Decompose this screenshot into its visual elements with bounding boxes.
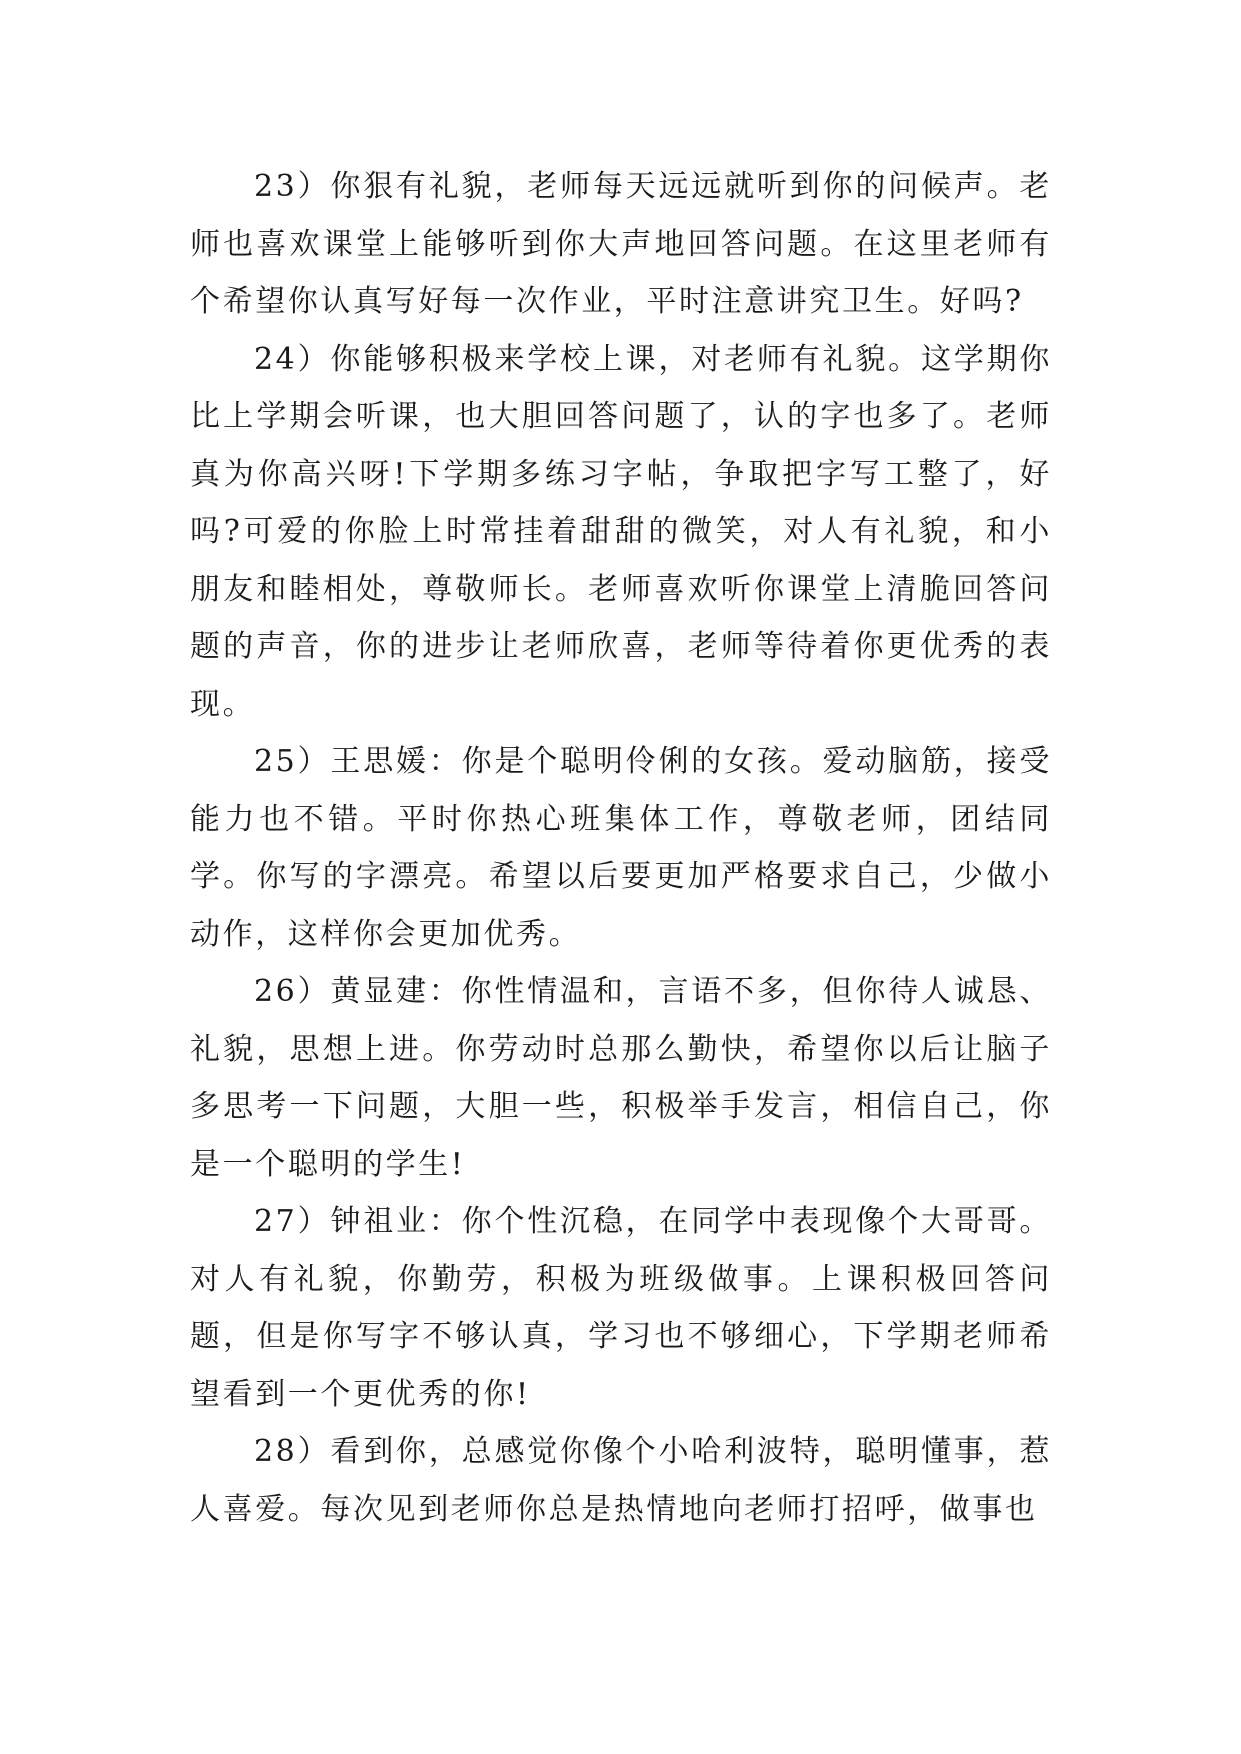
comment-paragraph-26: 26）黄显建：你性情温和，言语不多，但你待人诚恳、礼貌，思想上进。你劳动时总那么勤快，希望你以后让脑子多思考一下问题，大胆一些，积极举手发言，相信自己，你是一个聪明的学生! — [190, 974, 1052, 1182]
comment-paragraph-28: 28）看到你，总感觉你像个小哈利波特，聪明懂事，惹人喜爱。每次见到老师你总是热情地向老师打招呼，做事也 — [190, 1434, 1052, 1527]
document-body — [190, 158, 1052, 1538]
comment-paragraph-24: 24）你能够积极来学校上课，对老师有礼貌。这学期你比上学期会听课，也大胆回答问题了，认的字也多了。老师真为你高兴呀!下学期多练习字帖，争取把字写工整了，好吗?可爱的你脸上时常挂着甜甜的微笑，对人有礼貌，和小朋友和睦相处，尊敬师长。老师喜欢听你课堂上清脆回答问题的声音，你的进步让老师欣喜，老师等待着你更优秀的表现。 — [190, 341, 1052, 722]
comment-paragraph-25: 25）王思媛：你是个聪明伶俐的女孩。爱动脑筋，接受能力也不错。平时你热心班集体工作，尊敬老师，团结同学。你写的字漂亮。希望以后要更加严格要求自己，少做小动作，这样你会更加优秀。 — [190, 744, 1052, 952]
comment-paragraph-27: 27）钟祖业：你个性沉稳，在同学中表现像个大哥哥。对人有礼貌，你勤劳，积极为班级做事。上课积极回答问题，但是你写字不够认真，学习也不够细心，下学期老师希望看到一个更优秀的你! — [190, 1204, 1052, 1412]
comment-paragraph-23: 23）你狠有礼貌，老师每天远远就听到你的问候声。老师也喜欢课堂上能够听到你大声地回答问题。在这里老师有个希望你认真写好每一次作业，平时注意讲究卫生。好吗? — [190, 169, 1052, 319]
